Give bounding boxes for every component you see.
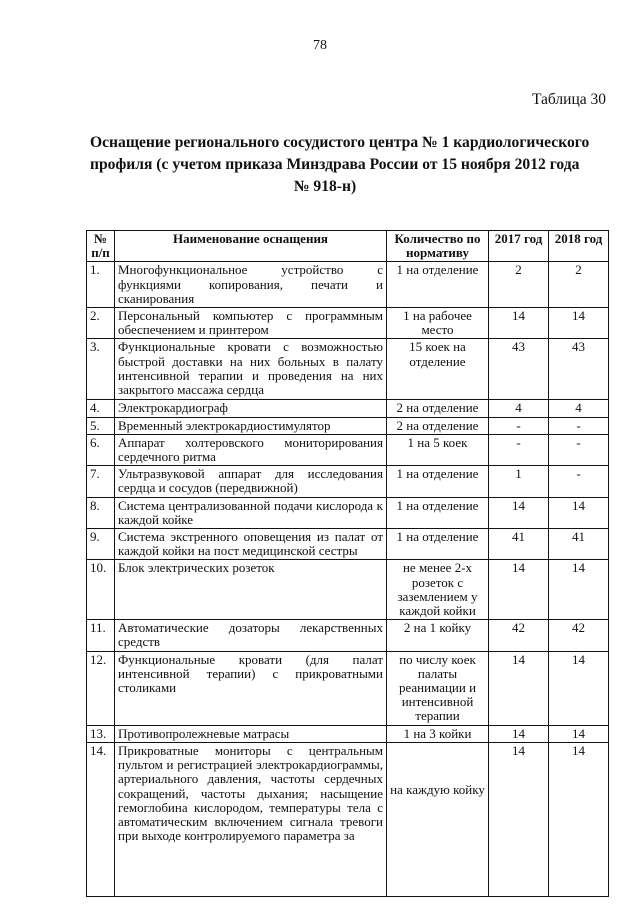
table-row <box>87 308 609 339</box>
row-2018: 14 <box>549 725 609 742</box>
row-num: 9. <box>87 529 115 560</box>
row-name: Аппарат холтеровского мониторирования сердечного ритма <box>115 434 387 465</box>
row-qty: 1 на отделение <box>387 466 489 497</box>
row-qty: 1 на отделение <box>387 497 489 528</box>
row-qty: 1 на 3 койки <box>387 725 489 742</box>
row-2017: 14 <box>489 560 549 620</box>
row-name: Многофункциональное устройство с функциями копирования, печати и сканирования <box>115 262 387 308</box>
header-qty: Количество по нормативу <box>387 231 489 262</box>
row-num: 6. <box>87 434 115 465</box>
title-line-1: Оснащение регионального сосудистого центра № 1 кардиологического <box>90 134 590 151</box>
row-name: Прикроватные мониторы с центральным пультом и регистрацией электрокардиограммы, артериального давления, частоты сердечных сокращений, частоты дыхания; насыщение гемоглобина кислородом, температуры тела с автоматическим включением сигнала тревоги при выходе контролируемого параметра за <box>115 742 387 896</box>
row-2017: 14 <box>489 651 549 725</box>
row-qty: по числу коек палаты реанимации и интенсивной терапии <box>387 651 489 725</box>
row-num: 13. <box>87 725 115 742</box>
row-2018: - <box>549 466 609 497</box>
row-2017: 2 <box>489 262 549 308</box>
header-2018: 2018 год <box>549 231 609 262</box>
row-2018: 2 <box>549 262 609 308</box>
row-name: Система экстренного оповещения из палат от каждой койки на пост медицинской сестры <box>115 529 387 560</box>
header-name: Наименование оснащения <box>115 231 387 262</box>
row-2018: 14 <box>549 651 609 725</box>
row-2017: - <box>489 417 549 434</box>
title-line-3: № 918-н) <box>293 178 357 195</box>
row-2018: 14 <box>549 497 609 528</box>
row-num: 5. <box>87 417 115 434</box>
row-name: Блок электрических розеток <box>115 560 387 620</box>
header-2017: 2017 год <box>489 231 549 262</box>
row-2017: 4 <box>489 400 549 417</box>
row-qty: 1 на рабочее место <box>387 308 489 339</box>
row-num: 12. <box>87 651 115 725</box>
table-row <box>87 620 609 651</box>
row-2017: 41 <box>489 529 549 560</box>
row-2017: 14 <box>489 308 549 339</box>
table-row <box>87 434 609 465</box>
row-num: 11. <box>87 620 115 651</box>
equipment-table <box>86 230 609 897</box>
row-2017: 14 <box>489 497 549 528</box>
row-num: 14. <box>87 742 115 896</box>
table-header-row <box>87 231 609 262</box>
row-name: Система централизованной подачи кислорода к каждой койке <box>115 497 387 528</box>
row-name: Противопролежневые матрасы <box>115 725 387 742</box>
row-num: 1. <box>87 262 115 308</box>
row-2018: 14 <box>549 308 609 339</box>
table-row <box>87 497 609 528</box>
row-2018: 14 <box>549 560 609 620</box>
row-2018: 4 <box>549 400 609 417</box>
row-2017: 43 <box>489 339 549 400</box>
row-name: Автоматические дозаторы лекарственных средств <box>115 620 387 651</box>
table-row <box>87 339 609 400</box>
row-2018: 43 <box>549 339 609 400</box>
row-2018: 41 <box>549 529 609 560</box>
page-number: 78 <box>313 38 327 53</box>
row-qty: 2 на отделение <box>387 400 489 417</box>
table-row <box>87 651 609 725</box>
row-qty: 2 на отделение <box>387 417 489 434</box>
header-num: № п/п <box>87 231 115 262</box>
row-qty: 1 на 5 коек <box>387 434 489 465</box>
row-2017: 1 <box>489 466 549 497</box>
row-2017: 42 <box>489 620 549 651</box>
document-title <box>90 132 590 198</box>
row-name: Функциональные кровати с возможностью быстрой доставки на них больных в палату интенсивной терапии и проведения на них закрытого массажа сердца <box>115 339 387 400</box>
row-num: 3. <box>87 339 115 400</box>
row-name: Ультразвуковой аппарат для исследования сердца и сосудов (передвижной) <box>115 466 387 497</box>
row-num: 8. <box>87 497 115 528</box>
title-line-2: профиля (с учетом приказа Минздрава России от 15 ноября 2012 года <box>90 156 580 173</box>
row-qty: не менее 2-х розеток с заземлением у каждой койки <box>387 560 489 620</box>
row-2018: - <box>549 417 609 434</box>
row-qty: на каждую койку <box>387 742 489 896</box>
row-name: Функциональные кровати (для палат интенсивной терапии) с прикроватными столиками <box>115 651 387 725</box>
table-row <box>87 400 609 417</box>
row-2018: 42 <box>549 620 609 651</box>
row-name: Персональный компьютер с программным обеспечением и принтером <box>115 308 387 339</box>
row-name: Временный электрокардиостимулятор <box>115 417 387 434</box>
row-qty: 15 коек на отделение <box>387 339 489 400</box>
table-row <box>87 560 609 620</box>
table-row <box>87 529 609 560</box>
row-qty: 2 на 1 койку <box>387 620 489 651</box>
table-row <box>87 417 609 434</box>
row-2017: 14 <box>489 742 549 896</box>
row-qty: 1 на отделение <box>387 529 489 560</box>
table-row <box>87 742 609 896</box>
row-2017: 14 <box>489 725 549 742</box>
row-2018: - <box>549 434 609 465</box>
row-2018: 14 <box>549 742 609 896</box>
row-qty: 1 на отделение <box>387 262 489 308</box>
table-row <box>87 725 609 742</box>
row-2017: - <box>489 434 549 465</box>
row-name: Электрокардиограф <box>115 400 387 417</box>
table-row <box>87 466 609 497</box>
row-num: 10. <box>87 560 115 620</box>
table-row <box>87 262 609 308</box>
row-num: 7. <box>87 466 115 497</box>
row-num: 4. <box>87 400 115 417</box>
table-label: Таблица 30 <box>531 91 606 108</box>
row-num: 2. <box>87 308 115 339</box>
